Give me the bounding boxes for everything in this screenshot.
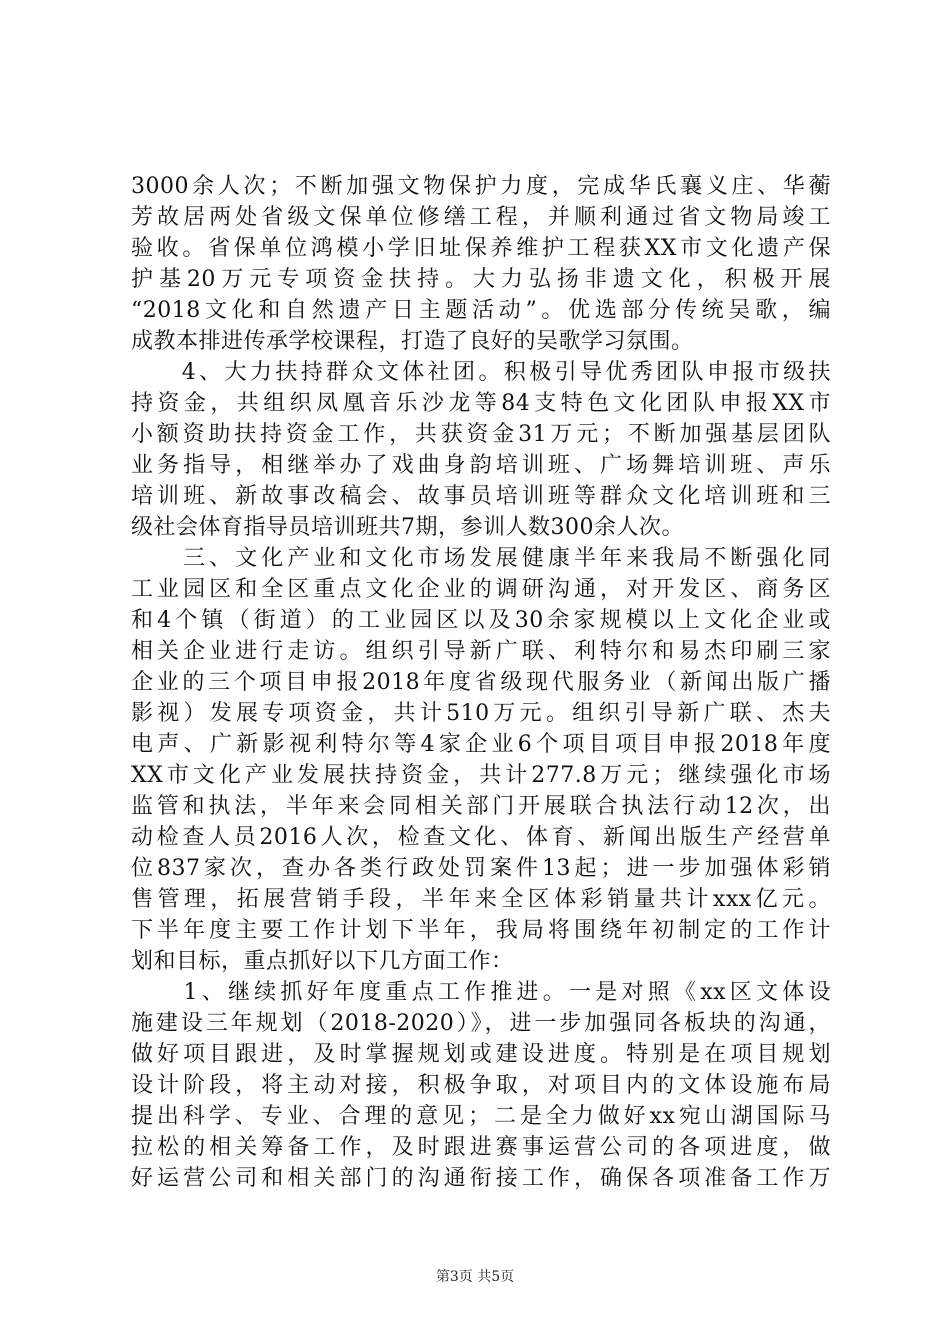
text-line: 级社会体育指导员培训班共7期，参训人数300余人次。	[131, 515, 684, 540]
text-line: 监管和执法，半年来会同相关部门开展联合执法行动12次，出	[131, 794, 831, 819]
text-line: 设计阶段，将主动对接，积极争取，对项目内的文体设施布局	[131, 1073, 831, 1098]
text-line: 划和目标，重点抓好以下几方面工作：	[131, 949, 514, 974]
text-line: 1、继续抓好年度重点工作推进。一是对照《xx区文体设	[131, 980, 831, 1005]
text-line: 工业园区和全区重点文化企业的调研沟通，对开发区、商务区	[131, 577, 831, 602]
text-line: 提出科学、专业、合理的意见；二是全力做好xx宛山湖国际马	[131, 1104, 831, 1129]
text-line: 相关企业进行走访。组织引导新广联、利特尔和易杰印刷三家	[131, 639, 831, 664]
text-line: 成教本排进传承学校课程，打造了良好的吴歌学习氛围。	[131, 329, 694, 354]
text-line: 培训班、新故事改稿会、故事员培训班等群众文化培训班和三	[131, 484, 831, 509]
text-line: 业务指导，相继举办了戏曲身韵培训班、广场舞培训班、声乐	[131, 453, 831, 478]
page-number: 第3页 共5页	[435, 1269, 515, 1285]
text-line: “2018文化和自然遗产日主题活动”。优选部分传统吴歌，编	[131, 298, 831, 323]
text-line: 持资金，共组织凤凰音乐沙龙等84支特色文化团队申报XX市	[131, 391, 831, 416]
text-line: 和4个镇（街道）的工业园区以及30余家规模以上文化企业或	[131, 608, 831, 633]
text-line: 电声、广新影视利特尔等4家企业6个项目项目申报2018年度	[131, 732, 831, 757]
text-line: 售管理，拓展营销手段，半年来全区体彩销量共计xxx亿元。	[131, 887, 831, 912]
text-line: XX市文化产业发展扶持资金，共计277.8万元；继续强化市场	[131, 763, 831, 788]
text-line: 芳故居两处省级文保单位修缮工程，并顺利通过省文物局竣工	[131, 205, 831, 230]
text-line: 好运营公司和相关部门的沟通衔接工作，确保各项准备工作万	[131, 1166, 831, 1191]
text-line: 护基20万元专项资金扶持。大力弘扬非遗文化，积极开展	[131, 267, 831, 292]
text-line: 验收。省保单位鸿模小学旧址保养维护工程获XX市文化遗产保	[131, 236, 831, 261]
text-line: 4、大力扶持群众文体社团。积极引导优秀团队申报市级扶	[131, 360, 831, 385]
text-line: 动检查人员2016人次，检查文化、体育、新闻出版生产经营单	[131, 825, 831, 850]
text-line: 位837家次，查办各类行政处罚案件13起；进一步加强体彩销	[131, 856, 831, 881]
text-line: 企业的三个项目申报2018年度省级现代服务业（新闻出版广播	[131, 670, 831, 695]
text-line: 三、文化产业和文化市场发展健康半年来我局不断强化同	[131, 546, 831, 571]
text-line: 影视）发展专项资金，共计510万元。组织引导新广联、杰夫	[131, 701, 831, 726]
text-line: 施建设三年规划（2018-2020）》，进一步加强同各板块的沟通，	[131, 1011, 831, 1036]
text-line: 拉松的相关筹备工作，及时跟进赛事运营公司的各项进度，做	[131, 1135, 831, 1160]
text-line: 小额资助扶持资金工作，共获资金31万元；不断加强基层团队	[131, 422, 831, 447]
text-line: 下半年度主要工作计划下半年，我局将围绕年初制定的工作计	[131, 918, 831, 943]
text-line: 做好项目跟进，及时掌握规划或建设进度。特别是在项目规划	[131, 1042, 831, 1067]
text-line: 3000余人次；不断加强文物保护力度，完成华氏襄义庄、华蘅	[131, 174, 831, 199]
